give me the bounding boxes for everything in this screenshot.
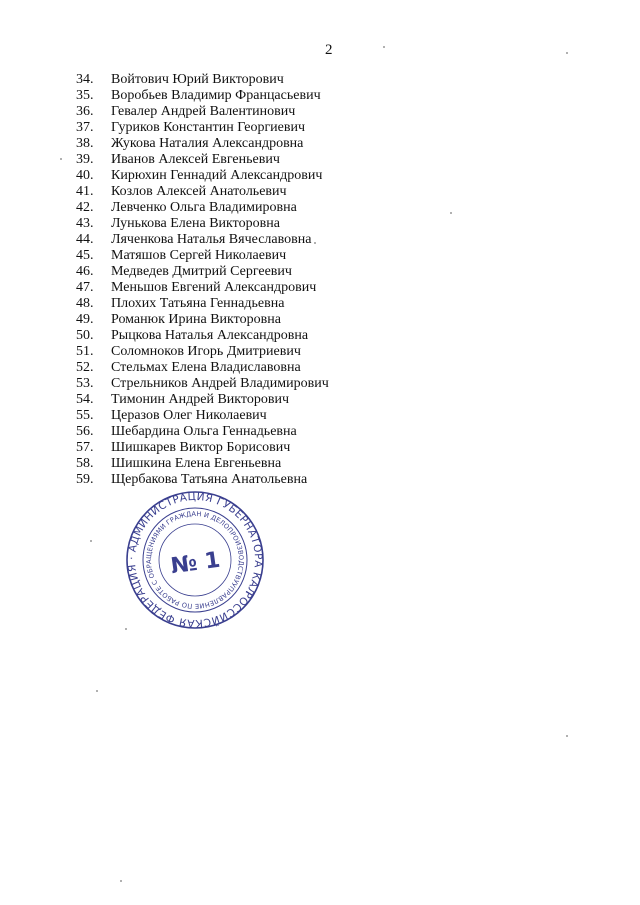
scan-speck: [566, 52, 568, 54]
list-item: [76, 120, 329, 136]
list-item: [76, 88, 329, 104]
list-item-number: 40.: [76, 168, 94, 183]
list-item: [76, 248, 329, 264]
list-item-name: Войтович Юрий Викторович: [111, 72, 284, 87]
list-item: [76, 104, 329, 120]
list-item-name: Романюк Ирина Викторовна: [111, 312, 281, 327]
stamp-outer-text: РОССИЙСКАЯ ФЕДЕРАЦИЯ · АДМИНИСТРАЦИЯ ГУБЕРНАТОРА КАЛУЖСКОЙ: [125, 490, 265, 630]
list-item: [76, 296, 329, 312]
list-item-number: 37.: [76, 120, 94, 135]
list-item-number: 47.: [76, 280, 94, 295]
list-item-number: 34.: [76, 72, 94, 87]
list-item-name: Плохих Татьяна Геннадьевна: [111, 296, 285, 311]
list-item-number: 36.: [76, 104, 94, 119]
list-item-name: Жукова Наталия Александровна: [111, 136, 304, 151]
list-item-number: 44.: [76, 232, 94, 247]
list-item-name: Шишкарев Виктор Борисович: [111, 440, 291, 455]
list-item-name: Тимонин Андрей Викторович: [111, 392, 289, 407]
list-item-number: 54.: [76, 392, 94, 407]
scan-speck: [120, 880, 122, 882]
list-item-number: 49.: [76, 312, 94, 327]
list-item-name: Воробьев Владимир Францасьевич: [111, 88, 321, 103]
list-item-name: Рыцкова Наталья Александровна: [111, 328, 309, 343]
name-list: [76, 72, 329, 488]
list-item: [76, 472, 329, 488]
list-item-number: 51.: [76, 344, 94, 359]
list-item-number: 57.: [76, 440, 94, 455]
scan-speck: [125, 628, 127, 630]
list-item: [76, 200, 329, 216]
scan-speck: [383, 46, 385, 48]
list-item-name: Кирюхин Геннадий Александрович: [111, 168, 323, 183]
list-item: [76, 328, 329, 344]
list-item: [76, 216, 329, 232]
list-item-name: Иванов Алексей Евгеньевич: [111, 152, 280, 167]
stamp-inner-text: УПРАВЛЕНИЕ ПО РАБОТЕ С ОБРАЩЕНИЯМИ ГРАЖДАН И ДЕЛОПРОИЗВОДСТВУ: [144, 509, 246, 611]
list-item-number: 59.: [76, 472, 94, 487]
list-item-name: Гевалер Андрей Валентинович: [111, 104, 296, 119]
list-item-number: 50.: [76, 328, 94, 343]
list-item: [76, 344, 329, 360]
list-item-number: 55.: [76, 408, 94, 423]
list-item-name: Ляченкова Наталья Вячеславовна: [111, 232, 312, 247]
list-item-name: Шишкина Елена Евгеньевна: [111, 456, 282, 471]
list-item: [76, 376, 329, 392]
list-item: [76, 136, 329, 152]
scan-speck: [90, 540, 92, 542]
list-item: [76, 456, 329, 472]
list-item-name: Щербакова Татьяна Анатольевна: [111, 472, 308, 487]
list-item-name: Левченко Ольга Владимировна: [111, 200, 297, 215]
scan-speck: [566, 735, 568, 737]
list-item-number: 56.: [76, 424, 94, 439]
list-item: [76, 408, 329, 424]
list-item: [76, 392, 329, 408]
list-item: [76, 72, 329, 88]
stamp-center-number: № 1: [169, 547, 222, 580]
list-item-number: 38.: [76, 136, 94, 151]
list-item-name: Гуриков Константин Георгиевич: [111, 120, 306, 135]
list-item-number: 48.: [76, 296, 94, 311]
list-item-name: Меньшов Евгений Александрович: [111, 280, 317, 295]
scan-speck: [96, 690, 98, 692]
list-item-name: Медведев Дмитрий Сергеевич: [111, 264, 292, 279]
list-item-number: 41.: [76, 184, 94, 199]
list-item-number: 53.: [76, 376, 94, 391]
list-item-number: 35.: [76, 88, 94, 103]
list-item-number: 52.: [76, 360, 94, 375]
scan-speck: [450, 212, 452, 214]
list-item: [76, 360, 329, 376]
list-item-number: 43.: [76, 216, 94, 231]
list-item-name: Стрельников Андрей Владимирович: [111, 376, 329, 391]
list-item-name: Соломноков Игорь Дмитриевич: [111, 344, 301, 359]
list-item-name: Церазов Олег Николаевич: [111, 408, 267, 423]
list-item-number: 45.: [76, 248, 94, 263]
list-item-number: 39.: [76, 152, 94, 167]
official-seal-stamp: [125, 490, 265, 630]
list-item: [76, 152, 329, 168]
list-item: [76, 232, 329, 248]
list-item: [76, 424, 329, 440]
list-item: [76, 168, 329, 184]
list-item-name: Козлов Алексей Анатольевич: [111, 184, 287, 199]
list-item-name: Стельмах Елена Владиславовна: [111, 360, 301, 375]
list-item: [76, 440, 329, 456]
list-item-name: Шебардина Ольга Геннадьевна: [111, 424, 297, 439]
list-item-name: Матяшов Сергей Николаевич: [111, 248, 287, 263]
list-item-number: 58.: [76, 456, 94, 471]
list-item: [76, 264, 329, 280]
list-item: [76, 184, 329, 200]
list-item-number: 42.: [76, 200, 94, 215]
scan-speck: [314, 242, 316, 244]
list-item: [76, 312, 329, 328]
scan-speck: [60, 158, 62, 160]
page-number: 2: [325, 42, 333, 58]
list-item-number: 46.: [76, 264, 94, 279]
list-item-name: Лунькова Елена Викторовна: [111, 216, 280, 231]
list-item: [76, 280, 329, 296]
